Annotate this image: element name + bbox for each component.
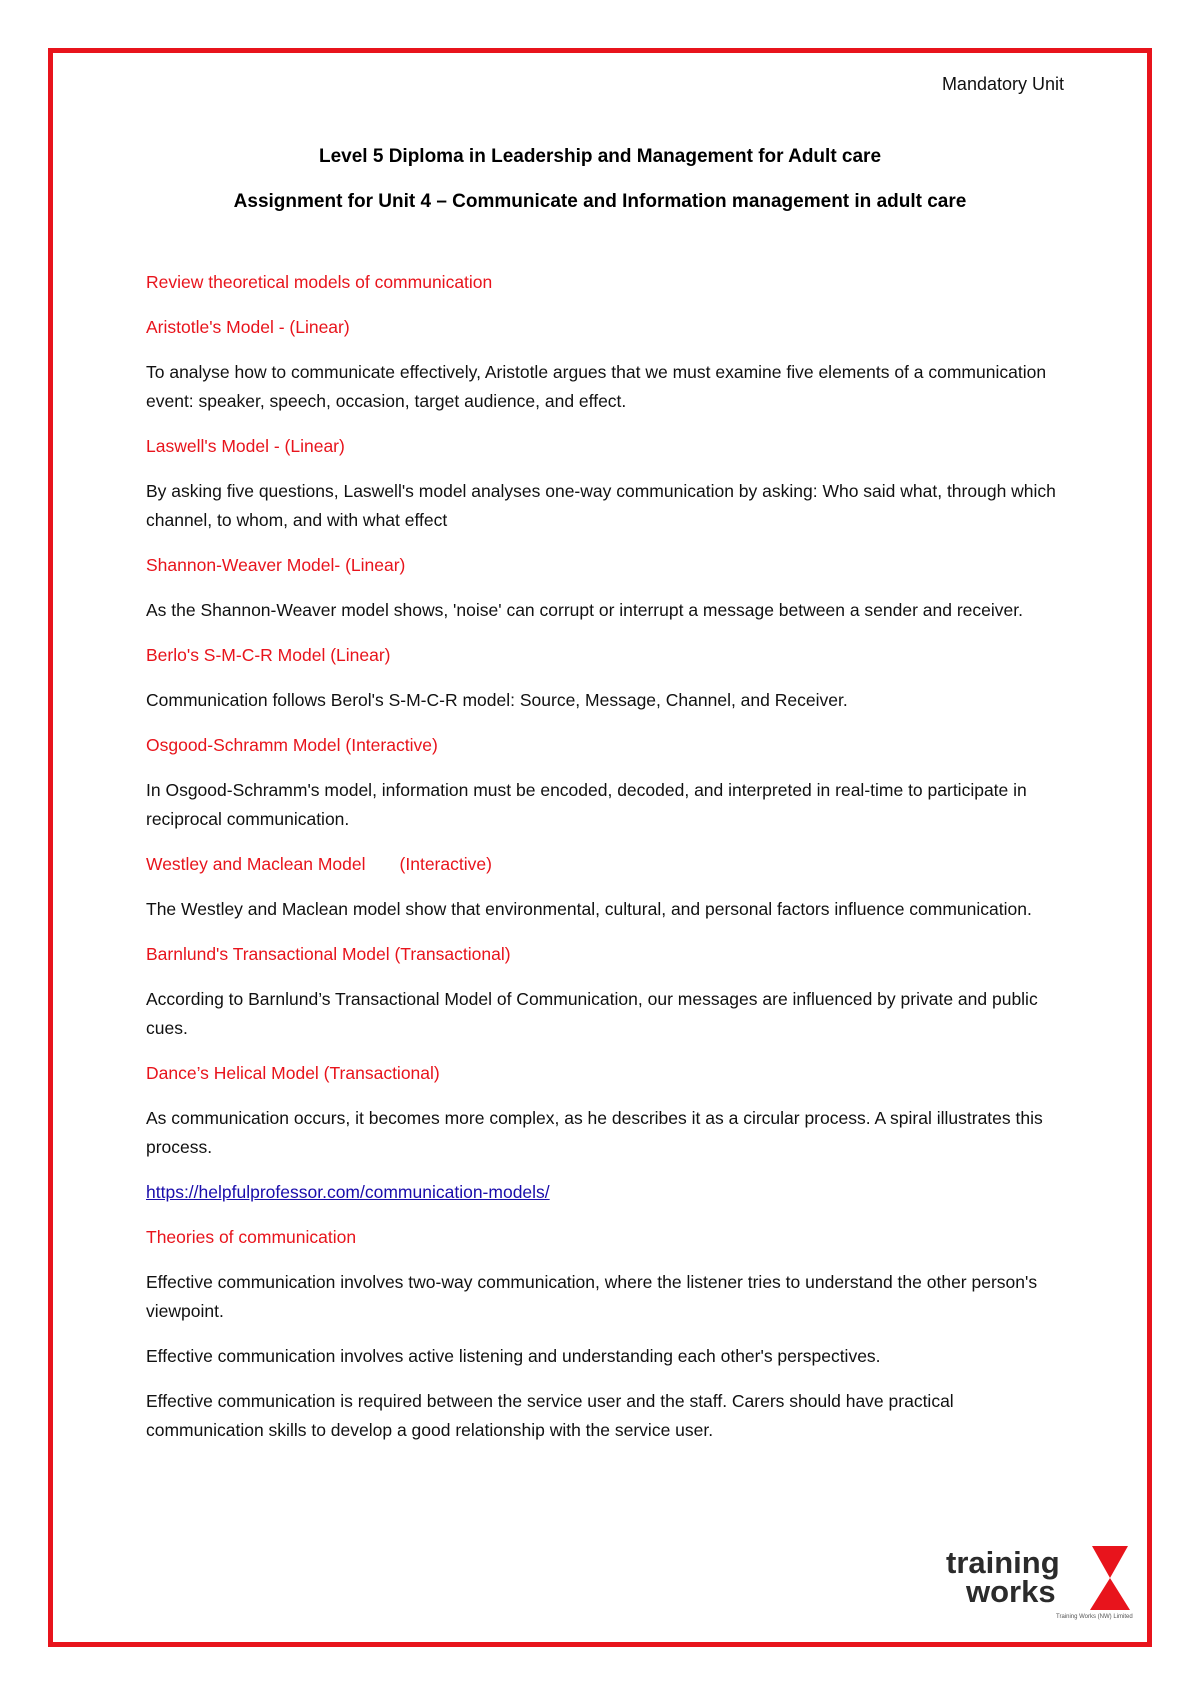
logo-word-training: training [946, 1545, 1060, 1580]
section-heading-osgood-schramm: Osgood-Schramm Model (Interactive) [146, 735, 438, 755]
assignment-title: Assignment for Unit 4 – Communicate and Information management in adult care [233, 191, 967, 212]
section-heading-shannon-weaver: Shannon-Weaver Model- (Linear) [146, 555, 406, 575]
section-heading-laswell: Laswell's Model - (Linear) [146, 436, 345, 456]
section-text-shannon-weaver: As the Shannon-Weaver model shows, 'noise' can corrupt or interrupt a message between a sender and receiver. [146, 600, 1023, 620]
section-text-osgood-schramm: In Osgood-Schramm's model, information must be encoded, decoded, and interpreted in real-time to participate in reciprocal communication. [146, 780, 1027, 829]
section-heading-berlo: Berlo's S-M-C-R Model (Linear) [146, 645, 391, 665]
section-text-laswell: By asking five questions, Laswell's model analyses one-way communication by asking: Who said what, through which channel, to whom, and with what effect [146, 481, 1056, 530]
section-text-barnlund: According to Barnlund’s Transactional Model of Communication, our messages are influenced by private and public cues. [146, 989, 1038, 1038]
section-heading-barnlund: Barnlund's Transactional Model (Transactional) [146, 944, 511, 964]
document-title: Level 5 Diploma in Leadership and Management for Adult care [318, 146, 882, 167]
theories-paragraph-1: Effective communication involves two-way communication, where the listener tries to understand the other person's viewpoint. [146, 1272, 1038, 1321]
section-heading-dance: Dance’s Helical Model (Transactional) [146, 1063, 440, 1083]
hourglass-top-icon [1092, 1546, 1128, 1578]
unit-tag: Mandatory Unit [941, 74, 1064, 94]
logo-tagline: Training Works (NW) Limited [1056, 1614, 1133, 1620]
section-text-westley-maclean: The Westley and Maclean model show that environmental, cultural, and personal factors influence communication. [146, 899, 1032, 919]
theories-paragraph-2: Effective communication involves active listening and understanding each other's perspectives. [146, 1346, 881, 1366]
logo-word-works: works [966, 1574, 1056, 1609]
section-heading-westley-maclean: Westley and Maclean Model (Interactive) [146, 854, 492, 874]
title-block [0, 145, 1200, 235]
theories-paragraph-3: Effective communication is required between the service user and the staff. Carers should have practical communication skills to develop a good relationship with the service user. [146, 1391, 954, 1440]
hourglass-bottom-icon [1090, 1578, 1130, 1610]
training-works-logo [946, 1540, 1146, 1620]
reference-link[interactable]: https://helpfulprofessor.com/communication-models/ [146, 1182, 550, 1202]
theories-heading: Theories of communication [146, 1227, 357, 1247]
section-heading-aristotle: Aristotle's Model - (Linear) [146, 317, 350, 337]
section-text-dance: As communication occurs, it becomes more complex, as he describes it as a circular process. A spiral illustrates this process. [146, 1108, 1043, 1157]
document-body [146, 268, 1066, 1461]
section-text-berlo: Communication follows Berol's S-M-C-R model: Source, Message, Channel, and Receiver. [146, 690, 848, 710]
section-text-aristotle: To analyse how to communicate effectively, Aristotle argues that we must examine five elements of a communication event: speaker, speech, occasion, target audience, and effect. [146, 362, 1047, 411]
section-heading-review: Review theoretical models of communication [146, 272, 493, 292]
